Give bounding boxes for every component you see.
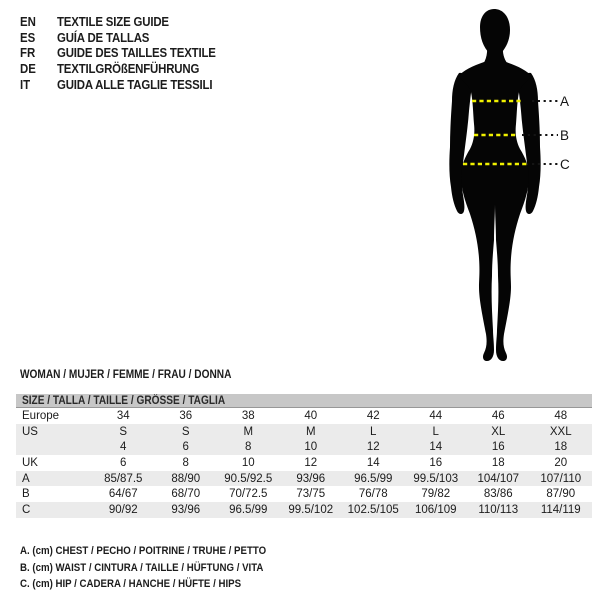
size-cell: S bbox=[119, 425, 128, 438]
size-cell: M bbox=[305, 425, 316, 438]
marker-label-waist: B bbox=[560, 128, 570, 143]
size-cell: M bbox=[243, 425, 254, 438]
marker-label-chest: A bbox=[560, 94, 570, 109]
size-cell: 76/78 bbox=[358, 488, 388, 501]
legend-line bbox=[20, 543, 300, 560]
size-cell: L bbox=[370, 425, 377, 438]
language-code-text: ES bbox=[20, 29, 36, 45]
size-cell: 106/109 bbox=[414, 503, 457, 516]
size-cell: 90/92 bbox=[108, 503, 138, 516]
size-cell: 87/90 bbox=[546, 488, 576, 501]
size-cell: 93/96 bbox=[296, 472, 326, 485]
table-row-label: C bbox=[22, 503, 31, 516]
table-row-label: A bbox=[22, 472, 30, 485]
size-cell: 79/82 bbox=[421, 488, 451, 501]
size-cell: 83/86 bbox=[483, 488, 513, 501]
language-code bbox=[20, 77, 57, 92]
size-table-header-text: SIZE / TALLA / TAILLE / GRÖSSE / TAGLIA bbox=[22, 395, 226, 407]
language-code bbox=[20, 45, 57, 60]
language-title: TEXTILE SIZE GUIDE bbox=[57, 14, 169, 30]
size-cell: 42 bbox=[366, 409, 380, 422]
language-code bbox=[20, 14, 57, 29]
size-cell: 10 bbox=[241, 456, 255, 469]
woman-silhouette bbox=[410, 0, 580, 370]
size-cell: 110/113 bbox=[478, 503, 519, 516]
size-cell: 88/90 bbox=[171, 472, 201, 485]
size-cell: 16 bbox=[491, 441, 505, 454]
size-cell: L bbox=[432, 425, 439, 438]
size-cell: 48 bbox=[554, 409, 568, 422]
size-cell: 6 bbox=[120, 456, 127, 469]
language-code-text: IT bbox=[20, 76, 31, 92]
size-cell: 18 bbox=[554, 441, 568, 454]
legend-line-text: C. (cm) HIP / CADERA / HANCHE / HÜFTE / HIPS bbox=[20, 578, 242, 591]
language-title: TEXTILGRÖßENFÜHRUNG bbox=[57, 61, 200, 77]
size-cell: 68/70 bbox=[171, 488, 201, 501]
table-row-label: UK bbox=[22, 456, 38, 469]
size-cell: 14 bbox=[366, 456, 380, 469]
size-cell: XXL bbox=[549, 425, 572, 438]
language-code-text: DE bbox=[20, 61, 36, 77]
size-cell: 93/96 bbox=[171, 503, 201, 516]
size-cell: 85/87.5 bbox=[104, 472, 143, 485]
table-row bbox=[16, 502, 592, 518]
table-row bbox=[16, 455, 592, 471]
size-table-rows bbox=[16, 408, 592, 518]
legend-line-text: B. (cm) WAIST / CINTURA / TAILLE / HÜFTUNG / VITA bbox=[20, 561, 264, 574]
language-row bbox=[20, 45, 237, 61]
size-cell: 34 bbox=[116, 409, 130, 422]
language-title: GUIDA ALLE TAGLIE TESSILI bbox=[57, 76, 213, 92]
size-cell: 38 bbox=[241, 409, 255, 422]
size-cell: 96.5/99 bbox=[354, 472, 393, 485]
size-cell: 8 bbox=[245, 441, 252, 454]
language-row bbox=[20, 14, 237, 30]
size-cell: 18 bbox=[491, 456, 505, 469]
size-table bbox=[16, 394, 592, 518]
language-code-text: FR bbox=[20, 45, 36, 61]
legend-line-text: A. (cm) CHEST / PECHO / POITRINE / TRUHE / PETTO bbox=[20, 545, 267, 558]
legend-line bbox=[20, 560, 300, 577]
size-cell: 10 bbox=[304, 441, 318, 454]
size-cell: 12 bbox=[304, 456, 318, 469]
size-cell: 73/75 bbox=[296, 488, 326, 501]
table-row bbox=[16, 439, 592, 455]
size-cell: 8 bbox=[182, 456, 189, 469]
size-cell: 12 bbox=[366, 441, 380, 454]
size-cell: 14 bbox=[429, 441, 443, 454]
size-cell: 90.5/92.5 bbox=[224, 472, 273, 485]
size-cell: 46 bbox=[491, 409, 505, 422]
size-cell: 4 bbox=[120, 441, 127, 454]
section-title bbox=[20, 369, 260, 381]
size-cell: 99.5/103 bbox=[413, 472, 459, 485]
language-row bbox=[20, 61, 237, 77]
table-row-label: B bbox=[22, 488, 30, 501]
size-cell: 44 bbox=[429, 409, 443, 422]
legend-line bbox=[20, 576, 300, 593]
table-row bbox=[16, 424, 592, 440]
table-row-label: Europe bbox=[22, 409, 60, 422]
table-row bbox=[16, 486, 592, 502]
measurement-legend bbox=[20, 543, 300, 593]
size-cell: 107/110 bbox=[540, 472, 582, 485]
size-cell: 104/107 bbox=[477, 472, 520, 485]
marker-label-hip: C bbox=[560, 157, 570, 172]
language-title: GUÍA DE TALLAS bbox=[57, 29, 150, 45]
size-cell: 36 bbox=[179, 409, 193, 422]
language-row bbox=[20, 76, 237, 92]
language-title: GUIDE DES TAILLES TEXTILE bbox=[57, 45, 216, 61]
size-table-header bbox=[16, 394, 592, 408]
table-row-label bbox=[16, 439, 92, 455]
size-cell: 70/72.5 bbox=[229, 488, 268, 501]
size-cell: 99.5/102 bbox=[288, 503, 334, 516]
size-cell: 102.5/105 bbox=[347, 503, 399, 516]
language-code bbox=[20, 30, 57, 45]
size-cell: 20 bbox=[554, 456, 568, 469]
size-cell: 114/119 bbox=[540, 503, 581, 516]
size-cell: 96.5/99 bbox=[229, 503, 268, 516]
table-row bbox=[16, 408, 592, 424]
size-cell: 6 bbox=[182, 441, 189, 454]
table-row-label: US bbox=[22, 425, 38, 438]
size-cell: 16 bbox=[429, 456, 443, 469]
size-cell: 40 bbox=[304, 409, 318, 422]
section-title-text: WOMAN / MUJER / FEMME / FRAU / DONNA bbox=[20, 369, 232, 381]
size-cell: 64/67 bbox=[108, 488, 138, 501]
language-row bbox=[20, 30, 237, 46]
table-row bbox=[16, 471, 592, 487]
size-cell: S bbox=[181, 425, 190, 438]
language-code-text: EN bbox=[20, 14, 36, 30]
size-cell: XL bbox=[491, 425, 506, 438]
language-code bbox=[20, 61, 57, 76]
language-list bbox=[20, 14, 237, 92]
